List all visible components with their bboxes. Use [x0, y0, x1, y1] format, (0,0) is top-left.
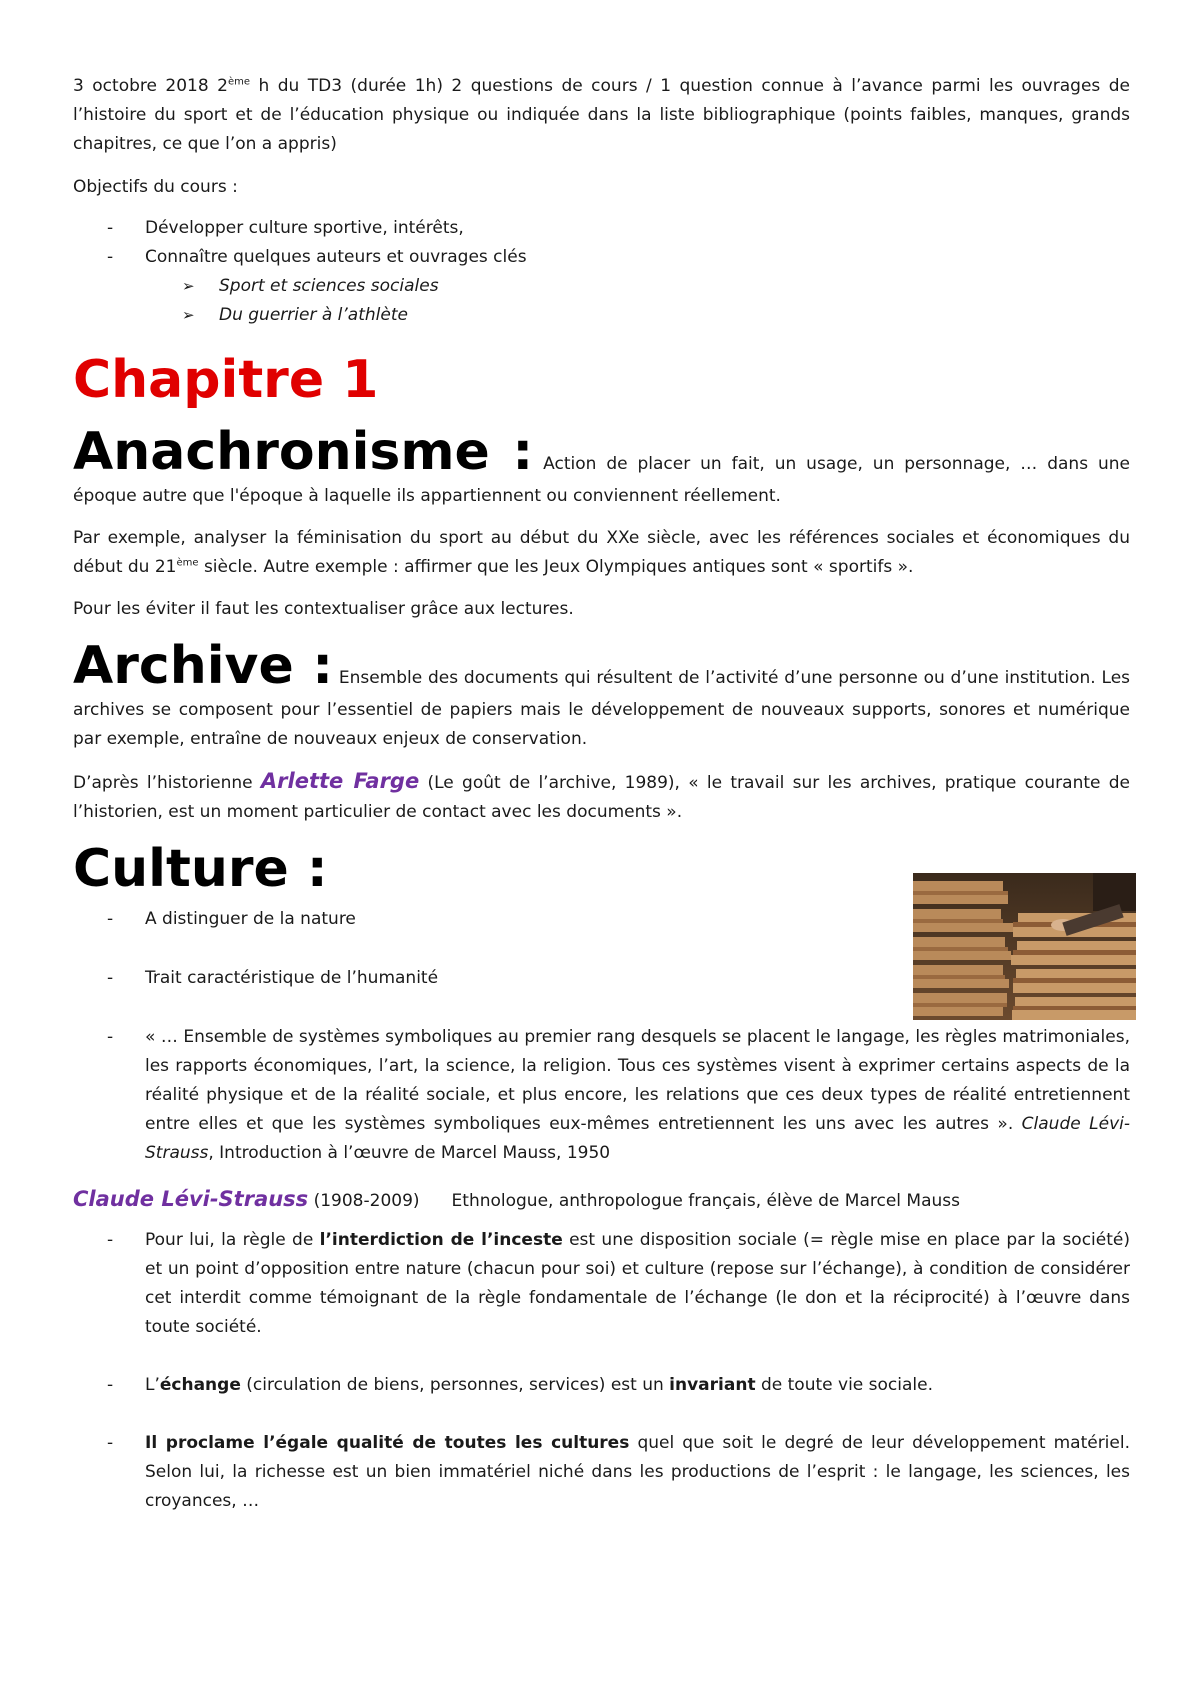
term-heading: Archive :: [73, 636, 334, 696]
list-item: - Il proclame l’égale qualité de toutes les cultures quel que soit le degré de leur développement matériel. Selon lui, la richesse est un bien immatériel niché dans les productions de l’esprit : le langage, les sciences, les croyances, …: [107, 1433, 1130, 1511]
levi-strauss-heading: Claude Lévi-Strauss (1908-2009) Ethnologue, anthropologue français, élève de Marcel Mauss: [73, 1187, 960, 1211]
list-item: - Pour lui, la règle de l’interdiction de l’inceste est une disposition sociale (= règle mise en place par la société) et un point d’opposition entre nature (chacun pour soi) et culture (repose sur l’échange), à condition de considérer cet interdit comme témoignant de la règle fondamentale de l’échange (le don et la réciprocité) à l’œuvre dans toute société.: [107, 1230, 1130, 1337]
levi-strauss-list: [73, 1226, 1130, 1516]
anachronisme-example: Par exemple, analyser la féminisation du sport au début du XXe siècle, avec les références sociales et économiques du début du 21ème siècle. Autre exemple : affirmer que les Jeux Olympiques antiques sont « sportifs ».: [73, 528, 1130, 577]
list-item: - Développer culture sportive, intérêts,: [107, 218, 464, 238]
list-item: - « … Ensemble de systèmes symboliques au premier rang desquels se placent le langage, les règles matrimoniales, les rapports économiques, l’art, la science, la religion. Tous ces systèmes visent à exprimer certains aspects de la réalité physique et de la réalité sociale, et plus encore, les relations que ces deux types de réalité entretiennent entre elles et que les systèmes symboliques eux-mêmes entretiennent les uns avec les autres ». Claude Lévi-Strauss, Introduction à l’œuvre de Marcel Mauss, 1950: [107, 1027, 1130, 1163]
objectifs-sublist: [73, 272, 1130, 330]
list-item: ➢ Du guerrier à l’athlète: [73, 301, 1130, 330]
list-item: - Trait caractéristique de l’humanité: [107, 968, 439, 988]
archive-definition: Archive : Ensemble des documents qui résultent de l’activité d’une personne ou d’une institution. Les archives se composent pour l’essentiel de papiers mais le développement de nouveaux supports, sonores et numérique par exemple, entraîne de nouveaux enjeux de conservation.: [73, 636, 1131, 749]
arrow-bullet-icon: ➢: [182, 306, 195, 324]
chapter-title: Chapitre 1: [73, 350, 379, 410]
author-name: Arlette Farge: [260, 769, 420, 793]
culture-heading: [73, 839, 1130, 899]
archive-quote: D’après l’historienne Arlette Farge (Le goût de l’archive, 1989), « le travail sur les archives, pratique courante de l’historien, est un moment particulier de contact avec les documents ».: [73, 769, 1131, 822]
list-item: ➢ Sport et sciences sociales: [73, 272, 1130, 301]
term-heading: Anachronisme :: [73, 422, 534, 482]
term-heading: Culture :: [73, 839, 328, 899]
author-name: Claude Lévi-Strauss: [73, 1187, 309, 1211]
objectifs-title: Objectifs du cours :: [73, 177, 238, 197]
anachronisme-avoid: Pour les éviter il faut les contextualiser grâce aux lectures.: [73, 599, 574, 619]
list-item: - A distinguer de la nature: [107, 909, 356, 929]
list-item: - L’échange (circulation de biens, personnes, services) est un invariant de toute vie sociale.: [107, 1375, 933, 1395]
arrow-bullet-icon: ➢: [182, 277, 195, 295]
list-item: - Connaître quelques auteurs et ouvrages clés: [107, 247, 527, 267]
objectifs-list: [73, 214, 1130, 272]
culture-list: [73, 905, 1130, 1168]
intro-paragraph: 3 octobre 2018 2ème h du TD3 (durée 1h) 2 questions de cours / 1 question connue à l’avance parmi les ouvrages de l’histoire du sport et de l’éducation physique ou indiquée dans la liste bibliographique (points faibles, manques, grands chapitres, ce que l’on a appris): [73, 76, 1130, 154]
anachronisme-definition: Anachronisme : Action de placer un fait, un usage, un personnage, … dans une époque autre que l'époque à laquelle ils appartiennent ou conviennent réellement.: [73, 422, 1130, 506]
